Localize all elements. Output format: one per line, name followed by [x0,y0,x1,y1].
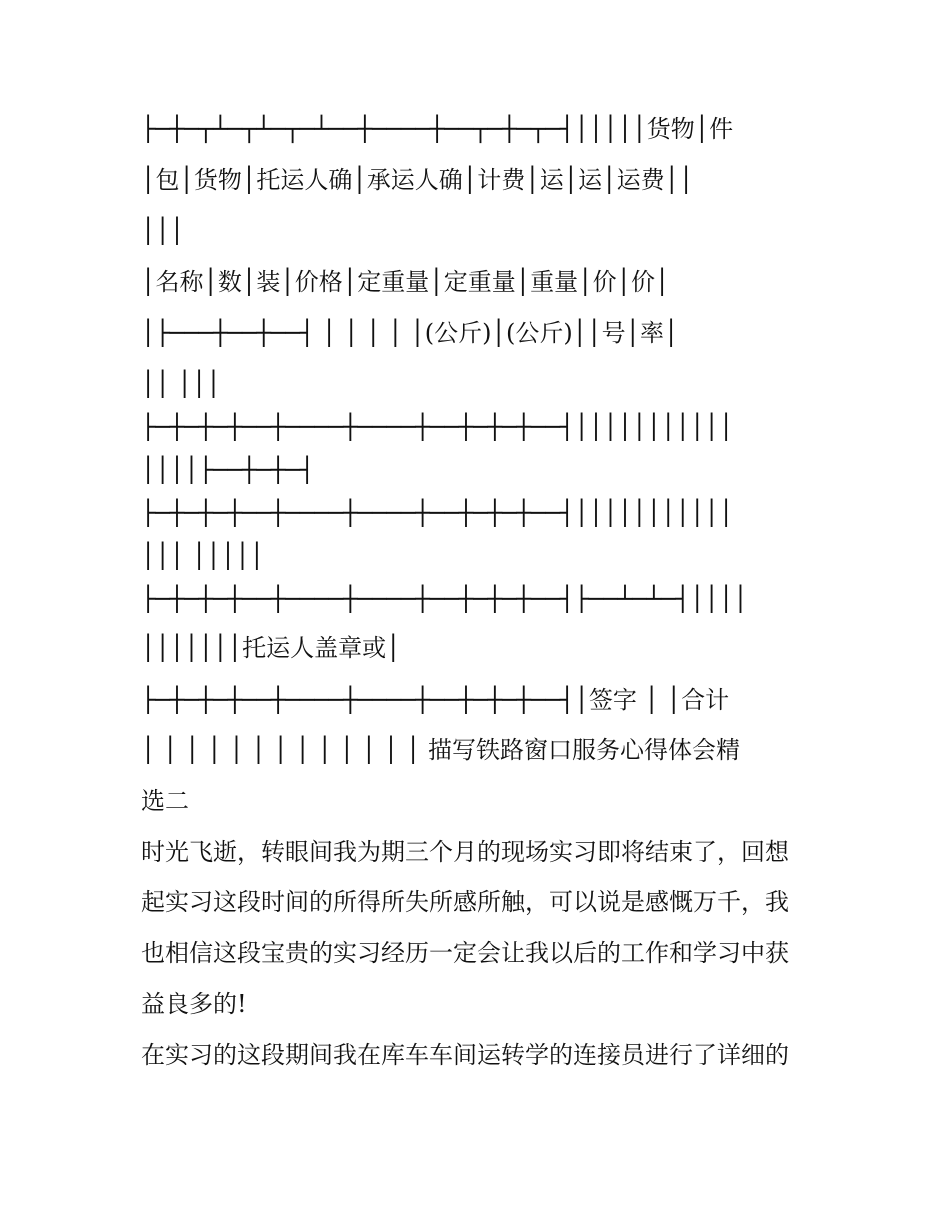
table-line: │││││││托运人盖章或│ [141,634,401,662]
table-line: ├─┼─┼─┼──┼────┼────┼──┼─┼─┼──┤│││││││││││ [141,413,734,441]
body-text-line: 选二 [141,787,189,815]
table-line: ├─┼─┼─┼──┼────┼────┼──┼─┼─┼──┤├──┴─┴─┤││││ [141,585,748,613]
table-line: ├─┼─┬┴─┬┴─┬─┴──┼────┼──┬─┼─┬─┤│││││货物│件 [141,115,734,143]
table-line: ├─┼─┼─┼──┼────┼────┼──┼─┼─┼──┤│││││││││││ [141,499,734,527]
table-line: │名称│数│装│价格│定重量│定重量│重量│价│价│ [141,268,670,296]
table-line: ││││├──┼─┼─┤ [141,456,315,484]
table-line: │││ [141,217,185,245]
table-line: │包│货物│托运人确│承运人确│计费│运│运│运费││ [141,166,694,194]
table-line: ││ │││ [141,370,221,398]
body-text-line: 也相信这段宝贵的实习经历一定会让我以后的工作和学习中获 [141,939,789,967]
body-text-line: 益良多的! [141,990,247,1018]
table-line: │││ │││││ [141,542,265,570]
body-text-line: 在实习的这段期间我在库车车间运转学的连接员进行了详细的 [141,1041,789,1069]
table-line: │├───┼──┼──┤ │ │ │ │ │(公斤)│(公斤)││号│率│ [141,319,679,347]
body-text-line: 时光飞逝，转眼间我为期三个月的现场实习即将结束了，回想 [141,838,789,866]
table-line: │ │ │ │ │ │ │ │ │ │ │ │ │ 描写铁路窗口服务心得体会精 [141,736,741,764]
table-line: ├─┼─┼─┼──┼────┼────┼──┼─┼─┼──┤│签字 │ │合计 [141,686,730,714]
body-text-line: 起实习这段时间的所得所失所感所触，可以说是感慨万千，我 [141,888,789,916]
